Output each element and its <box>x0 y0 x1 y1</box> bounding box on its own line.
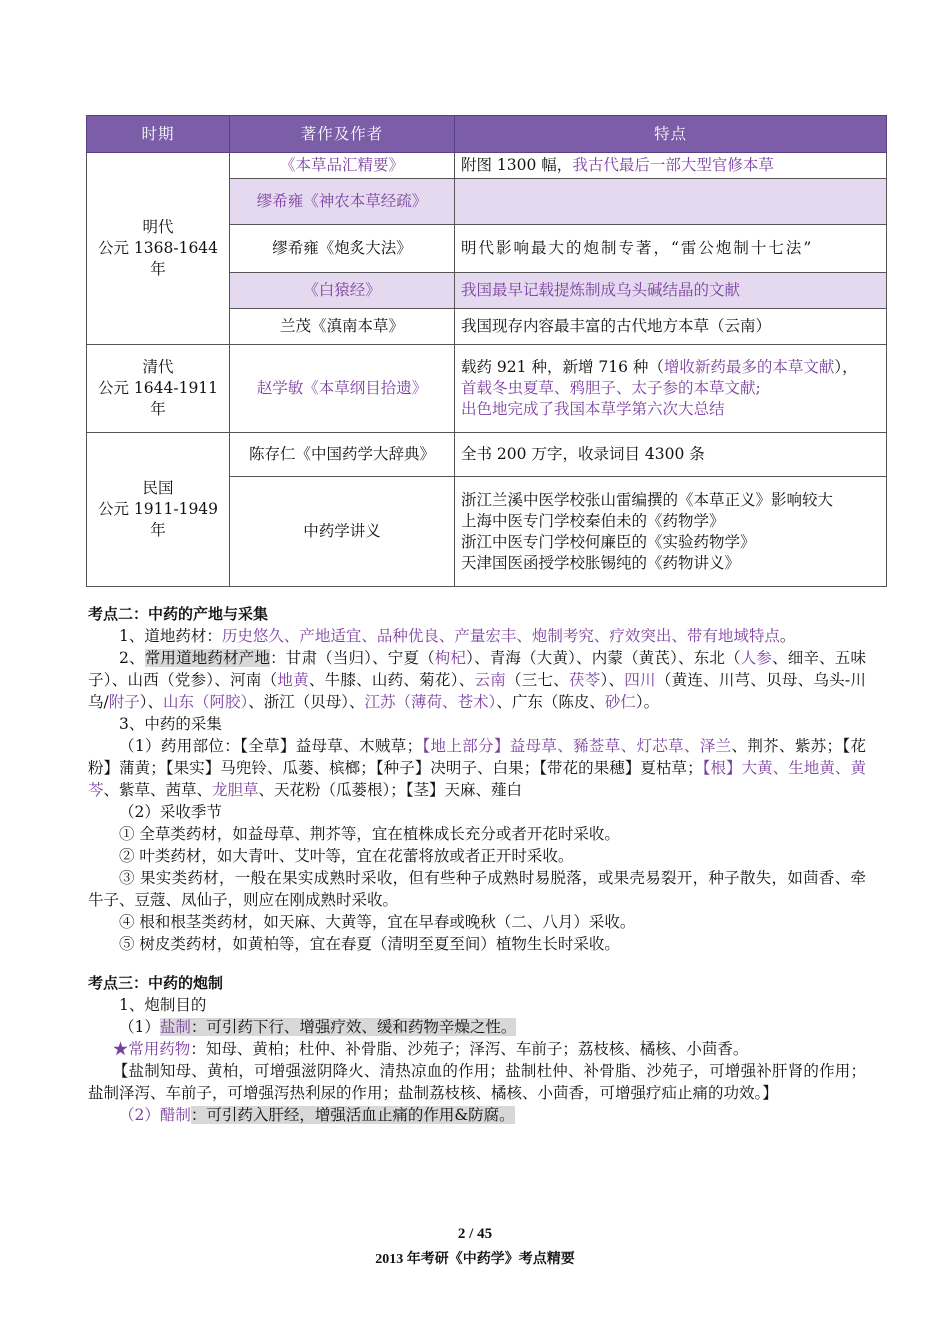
page-number: 2 / 45 <box>457 1226 493 1242</box>
text-segment: （三七、 <box>505 671 570 689</box>
work-cell: 《白猿经》 <box>230 273 455 309</box>
header-work: 著作及作者 <box>230 116 455 153</box>
text-segment: 、紫草、茜草、 <box>103 781 213 799</box>
document-title: 2013 年考研《中药学》考点精要 <box>375 1252 575 1267</box>
period-ming: 明代 公元 1368-1644 年 <box>87 153 230 345</box>
text-segment: 、广东（陈皮、 <box>496 693 605 711</box>
paragraph: 1、炮制目的 <box>119 996 207 1014</box>
text-segment: 江苏（薄荷、苍术） <box>364 693 497 711</box>
text-segment: （1）药用部位：【全草】益母草、木贼草； <box>119 737 423 755</box>
document-body <box>88 603 866 1126</box>
period-minguo: 民国 公元 1911-1949 年 <box>87 433 230 587</box>
text-segment: ）、 <box>139 693 164 711</box>
text-segment: 人参 <box>740 649 773 667</box>
paragraph: （1）盐制：可引药下行、增强疗效、缓和药物辛燥之性。 <box>119 1018 517 1036</box>
paragraph: 3、中药的采集 <box>119 715 222 733</box>
paragraph: （2）采收季节 <box>119 803 222 821</box>
section-heading: 考点二：中药的产地与采集 <box>88 605 269 623</box>
paragraph: ★常用药物：知母、黄柏；杜仲、补骨脂、沙苑子；泽泻、车前子；荔枝核、橘核、小茴香。 <box>112 1040 749 1058</box>
text-segment: ）。 <box>635 693 660 711</box>
text-segment: 、天花粉（瓜蒌根）；【茎】天麻、薤白 <box>258 781 523 799</box>
history-table <box>86 115 887 587</box>
work-cell: 陈存仁《中国药学大辞典》 <box>230 433 455 477</box>
table-header-row <box>87 116 887 153</box>
header-feature: 特点 <box>455 116 887 153</box>
text-segment: 、浙江（贝母）、 <box>248 693 365 711</box>
work-cell: 中药学讲义 <box>230 477 455 587</box>
header-period: 时期 <box>87 116 230 153</box>
text-segment: 附子 <box>108 693 140 711</box>
text-segment: 、牛膝、山药、菊花）、 <box>308 671 475 689</box>
text-segment: 山东（阿胶） <box>163 693 249 711</box>
table-row <box>87 153 887 179</box>
text-segment: ）、青海（大黄）、内蒙（黄芪）、东北（ <box>466 649 741 667</box>
feature-cell: 我国现存内容最丰富的古代地方本草（云南） <box>455 309 887 345</box>
paragraph: ② 叶类药材，如大青叶、艾叶等，宜在花蕾将放或者正开时采收。 <box>119 847 574 865</box>
section-heading: 考点三：中药的炮制 <box>88 974 224 992</box>
text-segment: 【地上部分】益母草、豨莶草、灯芯草、泽兰 <box>422 737 732 755</box>
text-segment: （黄连、川芎、贝母、乌头-川乌/ <box>88 671 866 711</box>
paragraph: ① 全草类药材，如益母草、荆芥等，宜在植株成长充分或者开花时采收。 <box>119 825 620 843</box>
table-row <box>87 433 887 477</box>
feature-cell: 我国最早记载提炼制成乌头碱结晶的文献 <box>455 273 887 309</box>
table-row <box>87 345 887 433</box>
feature-cell: 明代影响最大的炮制专著，“雷公炮制十七法” <box>455 225 887 273</box>
paragraph <box>88 735 866 801</box>
work-cell: 兰茂《滇南本草》 <box>230 309 455 345</box>
paragraph: ⑤ 树皮类药材，如黄柏等，宜在春夏（清明至夏至间）植物生长时采收。 <box>119 935 620 953</box>
text-segment: 龙胆草 <box>212 781 259 799</box>
text-segment: 【根】大黄、生地黄、黄芩 <box>88 759 866 799</box>
work-cell: 缪希雍《神农本草经疏》 <box>230 179 455 225</box>
text-segment: 枸杞 <box>434 649 467 667</box>
text-segment: 四川 <box>624 671 656 689</box>
paragraph: ④ 根和根茎类药材，如天麻、大黄等，宜在早春或晚秋（二、八月）采收。 <box>119 913 636 931</box>
feature-cell: 浙江兰溪中医学校张山雷编撰的《本草正义》影响较大 上海中医专门学校秦伯未的《药物学》 浙江中医专门学校何廉臣的《实验药物学》 天津国医函授学校胀锡纯的《药物讲义》 <box>455 477 887 587</box>
feature-cell: 载药 921 种，新增 716 种（增收新药最多的本草文献）， 首载冬虫夏草、鸦胆子、太子参的本草文献; 出色地完成了我国本草学第六次大总结 <box>455 345 887 433</box>
paragraph: 【盐制知母、黄柏，可增强滋阴降火、清热凉血的作用；盐制杜仲、补骨脂、沙苑子，可增强补肝肾的作用；盐制泽泻、车前子，可增强泻热利尿的作用；盐制荔枝核、橘核、小茴香，可增强疗疝止痛的功效。】 <box>88 1062 866 1102</box>
text-segment: 、荆芥、紫苏；【花粉】蒲黄；【果实】马兜铃、瓜蒌、槟榔；【种子】决明子、白果；【带花的果穗】夏枯草； <box>88 737 866 777</box>
text-segment: 地黄 <box>277 671 309 689</box>
period-qing: 清代 公元 1644-1911 年 <box>87 345 230 433</box>
work-cell: 《本草品汇精要》 <box>230 153 455 179</box>
paragraph: （2）醋制：可引药入肝经，增强活血止痛的作用&防腐。 <box>119 1106 515 1124</box>
text-segment: 、细辛、五味子）、山西（党参）、河南（ <box>88 649 866 689</box>
text-segment: ）、 <box>600 671 625 689</box>
work-cell: 赵学敏《本草纲目拾遗》 <box>230 345 455 433</box>
work-cell: 缪希雍《炮炙大法》 <box>230 225 455 273</box>
feature-cell <box>455 179 887 225</box>
paragraph: 2、常用道地药材产地：甘肃（当归）、宁夏（枸杞）、青海（大黄）、内蒙（黄芪）、东北（人参、细辛、五味子）、山西（党参）、河南（地黄、牛膝、山药、菊花）、云南（三七、茯苓）、四川（黄连、川芎、贝母、乌头-川乌/附子）、山东（阿胶）、浙江（贝母）、江苏（薄荷、苍术）、广东（陈皮、砂仁）。 <box>88 649 866 711</box>
text-segment: 砂仁 <box>604 693 636 711</box>
feature-cell: 附图 1300 幅，我古代最后一部大型官修本草 <box>455 153 887 179</box>
text-segment: 云南 <box>474 671 506 689</box>
text-segment: ：甘肃（当归）、宁夏（ <box>270 649 435 667</box>
feature-cell: 全书 200 万字，收录词目 4300 条 <box>455 433 887 477</box>
paragraph: 1、道地药材：历史悠久、产地适宜、品种优良、产量宏丰、炮制考究、疗效突出、带有地域特点。 <box>119 627 796 645</box>
text-segment: 茯苓 <box>569 671 601 689</box>
paragraph: ③ 果实类药材，一般在果实成熟时采收，但有些种子成熟时易脱落，或果壳易裂开，种子散失，如茴香、牵牛子、豆蔻、凤仙子，则应在刚成熟时采收。 <box>88 869 866 909</box>
